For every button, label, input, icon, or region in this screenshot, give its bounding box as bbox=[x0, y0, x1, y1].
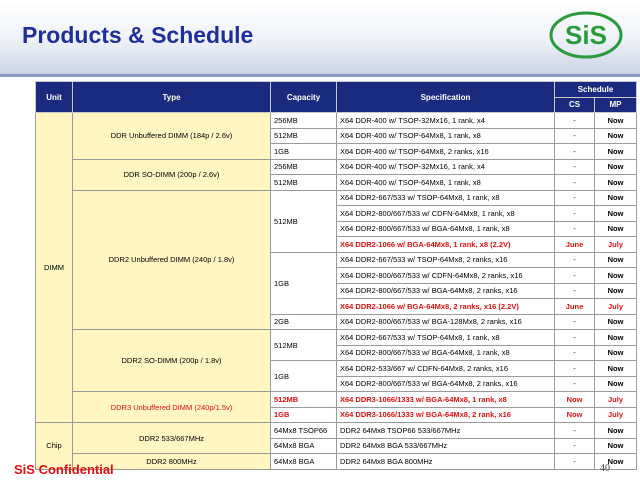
cs-cell: - bbox=[555, 221, 595, 237]
spec-cell: X64 DDR2-1066 w/ BGA-64Mx8, 2 ranks, x16 (2.2V) bbox=[337, 299, 555, 315]
cs-cell: Now bbox=[555, 407, 595, 423]
type-cell: DDR2 533/667MHz bbox=[73, 423, 271, 454]
spec-cell: X64 DDR2-800/667/533 w/ BGA-128Mx8, 2 ranks, x16 bbox=[337, 314, 555, 330]
cs-cell: - bbox=[555, 314, 595, 330]
table-row bbox=[36, 454, 637, 470]
cs-cell: - bbox=[555, 454, 595, 470]
banner-divider bbox=[0, 74, 640, 77]
spec-cell: X64 DDR2-800/667/533 w/ BGA-64Mx8, 1 rank, x8 bbox=[337, 221, 555, 237]
capacity-cell: 256MB bbox=[271, 159, 337, 175]
capacity-cell: 2GB bbox=[271, 314, 337, 330]
cs-cell: - bbox=[555, 330, 595, 346]
header-capacity: Capacity bbox=[271, 82, 337, 113]
spec-cell: DDR2 64Mx8 BGA 533/667MHz bbox=[337, 438, 555, 454]
capacity-cell: 1GB bbox=[271, 252, 337, 314]
spec-cell: X64 DDR3-1066/1333 w/ BGA-64Mx8, 2 rank, x16 bbox=[337, 407, 555, 423]
cs-cell: - bbox=[555, 175, 595, 191]
sis-logo-text: SiS bbox=[565, 20, 607, 50]
mp-cell: Now bbox=[595, 314, 637, 330]
cs-cell: - bbox=[555, 376, 595, 392]
confidential-label: SiS Confidential bbox=[14, 462, 114, 477]
mp-cell: Now bbox=[595, 128, 637, 144]
spec-cell: X64 DDR2-800/667/533 w/ CDFN-64Mx8, 2 ranks, x16 bbox=[337, 268, 555, 284]
cs-cell: - bbox=[555, 345, 595, 361]
header-schedule: Schedule bbox=[555, 82, 637, 98]
mp-cell: Now bbox=[595, 376, 637, 392]
spec-cell: X64 DDR2-667/533 w/ TSOP-64Mx8, 2 ranks, x16 bbox=[337, 252, 555, 268]
capacity-cell: 512MB bbox=[271, 330, 337, 361]
table-row bbox=[36, 330, 637, 346]
spec-cell: X64 DDR2-1066 w/ BGA-64Mx8, 1 rank, x8 (2.2V) bbox=[337, 237, 555, 253]
spec-cell: X64 DDR-400 w/ TSOP-64Mx8, 1 rank, x8 bbox=[337, 175, 555, 191]
mp-cell: July bbox=[595, 299, 637, 315]
cs-cell: - bbox=[555, 113, 595, 129]
cs-cell: - bbox=[555, 252, 595, 268]
cs-cell: - bbox=[555, 283, 595, 299]
spec-cell: X64 DDR2-667/533 w/ TSOP-64Mx8, 1 rank, x8 bbox=[337, 190, 555, 206]
mp-cell: Now bbox=[595, 345, 637, 361]
capacity-cell: 1GB bbox=[271, 144, 337, 160]
mp-cell: Now bbox=[595, 361, 637, 377]
capacity-cell: 1GB bbox=[271, 361, 337, 392]
type-cell: DDR Unbuffered DIMM (184p / 2.6v) bbox=[73, 113, 271, 160]
cs-cell: - bbox=[555, 361, 595, 377]
spec-cell: X64 DDR-400 w/ TSOP-64Mx8, 1 rank, x8 bbox=[337, 128, 555, 144]
mp-cell: Now bbox=[595, 175, 637, 191]
mp-cell: July bbox=[595, 392, 637, 408]
cs-cell: - bbox=[555, 190, 595, 206]
mp-cell: Now bbox=[595, 221, 637, 237]
type-cell: DDR SO-DIMM (200p / 2.6v) bbox=[73, 159, 271, 190]
spec-cell: X64 DDR2-667/533 w/ TSOP-64Mx8, 1 rank, x8 bbox=[337, 330, 555, 346]
capacity-cell: 256MB bbox=[271, 113, 337, 129]
type-cell: DDR3 Unbuffered DIMM (240p/1.5v) bbox=[73, 392, 271, 423]
capacity-cell: 512MB bbox=[271, 128, 337, 144]
cs-cell: June bbox=[555, 299, 595, 315]
products-schedule-table bbox=[35, 81, 637, 470]
capacity-cell: 64Mx8 BGA bbox=[271, 454, 337, 470]
cs-cell: - bbox=[555, 438, 595, 454]
type-cell: DDR2 800MHz bbox=[73, 454, 271, 470]
mp-cell: July bbox=[595, 407, 637, 423]
type-cell: DDR2 Unbuffered DIMM (240p / 1.8v) bbox=[73, 190, 271, 330]
header-unit: Unit bbox=[36, 82, 73, 113]
cs-cell: - bbox=[555, 206, 595, 222]
capacity-cell: 64Mx8 TSOP66 bbox=[271, 423, 337, 439]
spec-cell: X64 DDR2-800/667/533 w/ CDFN-64Mx8, 1 rank, x8 bbox=[337, 206, 555, 222]
header-cs: CS bbox=[555, 97, 595, 113]
cs-cell: - bbox=[555, 159, 595, 175]
cs-cell: Now bbox=[555, 392, 595, 408]
header-mp: MP bbox=[595, 97, 637, 113]
cs-cell: June bbox=[555, 237, 595, 253]
capacity-cell: 512MB bbox=[271, 190, 337, 252]
table-row bbox=[36, 423, 637, 439]
mp-cell: Now bbox=[595, 438, 637, 454]
spec-cell: X64 DDR3-1066/1333 w/ BGA-64Mx8, 1 rank, x8 bbox=[337, 392, 555, 408]
mp-cell: Now bbox=[595, 330, 637, 346]
mp-cell: Now bbox=[595, 190, 637, 206]
spec-cell: X64 DDR2-533/667 w/ CDFN-64Mx8, 2 ranks, x16 bbox=[337, 361, 555, 377]
mp-cell: Now bbox=[595, 252, 637, 268]
mp-cell: Now bbox=[595, 113, 637, 129]
spec-cell: X64 DDR2-800/667/533 w/ BGA-64Mx8, 2 ranks, x16 bbox=[337, 283, 555, 299]
type-cell: DDR2 SO-DIMM (200p / 1.8v) bbox=[73, 330, 271, 392]
mp-cell: Now bbox=[595, 159, 637, 175]
mp-cell: July bbox=[595, 237, 637, 253]
spec-cell: X64 DDR-400 w/ TSOP-64Mx8, 2 ranks, x16 bbox=[337, 144, 555, 160]
spec-cell: X64 DDR-400 w/ TSOP-32Mx16, 1 rank, x4 bbox=[337, 159, 555, 175]
spec-cell: X64 DDR2-800/667/533 w/ BGA-64Mx8, 1 rank, x8 bbox=[337, 345, 555, 361]
table-row bbox=[36, 159, 637, 175]
page-title: Products & Schedule bbox=[22, 22, 254, 48]
capacity-cell: 1GB bbox=[271, 407, 337, 423]
table-row bbox=[36, 190, 637, 206]
cs-cell: - bbox=[555, 423, 595, 439]
mp-cell: Now bbox=[595, 206, 637, 222]
mp-cell: Now bbox=[595, 423, 637, 439]
spec-cell: X64 DDR-400 w/ TSOP-32Mx16, 1 rank, x4 bbox=[337, 113, 555, 129]
unit-cell: DIMM bbox=[36, 113, 73, 423]
sis-logo bbox=[549, 10, 623, 60]
cs-cell: - bbox=[555, 268, 595, 284]
spec-cell: X64 DDR2-800/667/533 w/ BGA-64Mx8, 2 ranks, x16 bbox=[337, 376, 555, 392]
unit-cell: Chip bbox=[36, 423, 73, 470]
capacity-cell: 64Mx8 BGA bbox=[271, 438, 337, 454]
mp-cell: Now bbox=[595, 268, 637, 284]
cs-cell: - bbox=[555, 144, 595, 160]
page-number: 40 bbox=[600, 463, 610, 474]
table-row bbox=[36, 113, 637, 129]
spec-cell: DDR2 64Mx8 BGA 800MHz bbox=[337, 454, 555, 470]
header-specification: Specification bbox=[337, 82, 555, 113]
mp-cell: Now bbox=[595, 144, 637, 160]
spec-cell: DDR2 64Mx8 TSOP66 533/667MHz bbox=[337, 423, 555, 439]
header-type: Type bbox=[73, 82, 271, 113]
mp-cell: Now bbox=[595, 454, 637, 470]
capacity-cell: 512MB bbox=[271, 175, 337, 191]
capacity-cell: 512MB bbox=[271, 392, 337, 408]
cs-cell: - bbox=[555, 128, 595, 144]
table-row bbox=[36, 392, 637, 408]
mp-cell: Now bbox=[595, 283, 637, 299]
